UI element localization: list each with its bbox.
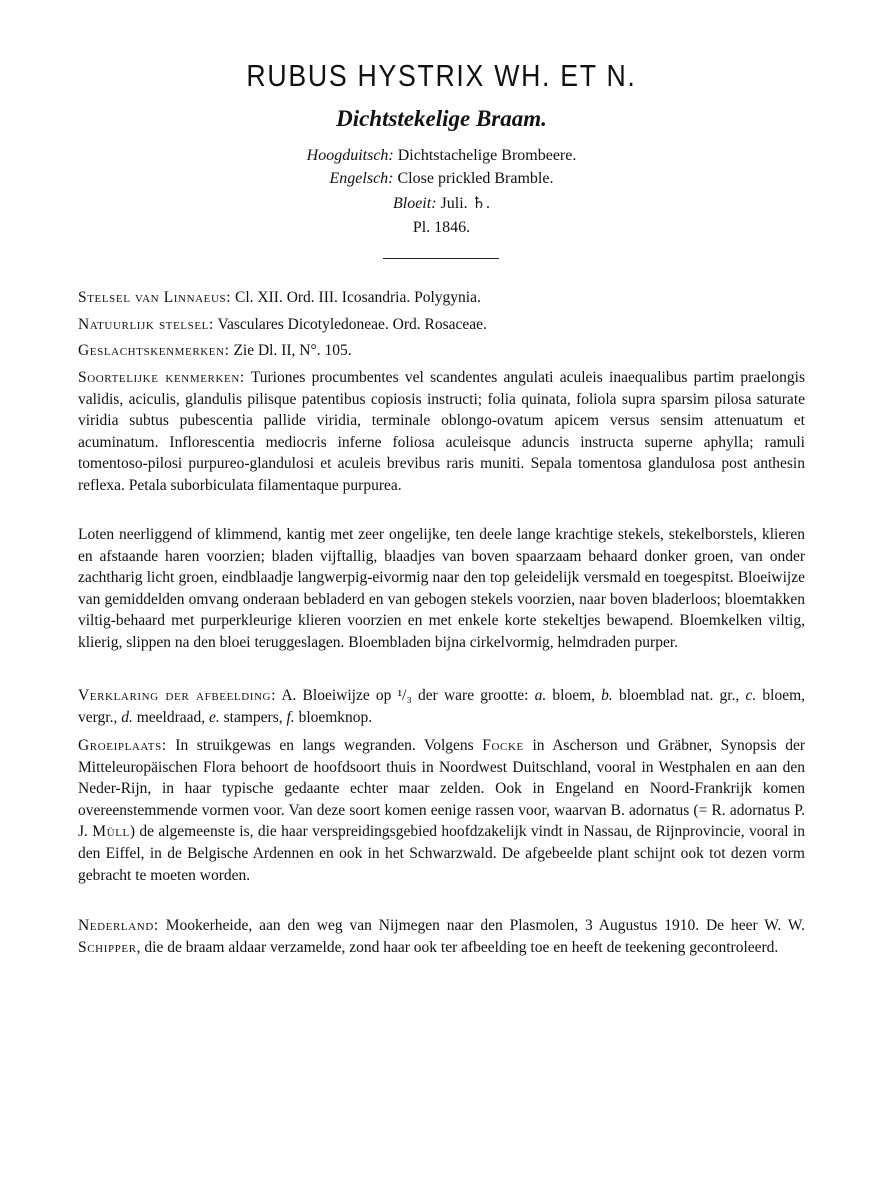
- netherlands-label: Nederland:: [78, 917, 159, 934]
- german-label: Hoogduitsch:: [306, 147, 394, 164]
- english-name: Close prickled Bramble.: [397, 170, 554, 187]
- habitat-text-1: In struikgewas en langs wegranden. Volgens: [175, 737, 474, 754]
- genus-section: [78, 340, 805, 362]
- natural-text: Vasculares Dicotyledoneae. Ord. Rosaceae.: [217, 316, 487, 333]
- explanation-d-text: meeldraad,: [136, 708, 206, 726]
- bloom-line: [0, 193, 883, 213]
- natural-system-section: [78, 314, 805, 336]
- explanation-a-text: bloem,: [552, 687, 596, 704]
- explanation-label: Verklaring der afbeelding:: [78, 687, 277, 704]
- explanation-e-letter: e.: [209, 708, 220, 726]
- habitat-text-2: in Ascherson und Gräbner, Synopsis der Mitteleuropäischen Flora behoort de hoofdsoort thuis in Noordwest Duitschland, vooral in Westphalen en aan den Neder-Rijn, in haar typische gedaante echter maar zelden. Ook in Engeland en Noord-Frankrijk komen overeenstemmende vormen voor. Van deze soort komen eenige rassen voor, waarvan B. adornatus (= R. adornatus P. J.: [78, 737, 806, 841]
- explanation-f-text: bloemknop.: [298, 708, 373, 726]
- explanation-f-letter: f.: [286, 708, 295, 726]
- page-title: RUBUS HYSTRIX WH. ET N.: [246, 58, 637, 93]
- german-name-line: [0, 147, 883, 165]
- genus-text: Zie Dl. II, N°. 105.: [233, 342, 352, 359]
- english-label: Engelsch:: [329, 170, 394, 187]
- german-name: Dichtstachelige Brombeere.: [397, 147, 577, 164]
- habitat-text-3: ) de algemeenste is, die haar verspreidingsgebied hoofdzakelijk vindt in Nassau, de Rijnprovincie, vooral in den Eiffel, in de Belgische Ardennen en ook in het Schwarzwald. De afgebeelde plant schijnt ook tot dezen vorm gebracht te moeten worden.: [78, 823, 805, 884]
- species-text: Turiones procumbentes vel scandentes angulati aculeis inaequalibus partim praelongis validis, aciculis, glandulis pilisque patentibus copiosis instructi; folia quinata, foliola supra sparsim pilosa saturate viridia subtus pubescentia pallide viridia, terminale oblongo-ovatum apicem versus sensim attenuatum et acuminatum. Inflorescentia mediocris inferne foliosa aculeisque aduncis instructa superne aphylla; ramuli tomentoso-pilosi purpureo-glandulosi et aculeis brevibus raris muniti. Sepala tomentosa glandulosa post anthesin reflexa. Petala suborbiculata filamentaque purpurea.: [78, 369, 805, 494]
- explanation-b-letter: b.: [601, 687, 613, 704]
- habitat-author-1: Focke: [482, 737, 524, 754]
- dutch-description: [78, 524, 805, 654]
- bloom-label: Bloeit:: [392, 195, 437, 212]
- habitat-section: [78, 735, 805, 886]
- explanation-e-text: stampers,: [223, 708, 283, 726]
- linnaeus-text: Cl. XII. Ord. III. Icosandria. Polygynia.: [235, 289, 481, 306]
- habitat-author-2: Müll: [92, 823, 130, 841]
- habitat-label: Groeiplaats:: [78, 737, 167, 754]
- plate-number: Pl. 1846.: [412, 219, 471, 236]
- netherlands-text-1: Mookerheide, aan den weg van Nijmegen naar den Plasmolen, 3 Augustus 1910. De heer W. W.: [165, 917, 806, 934]
- natural-label: Natuurlijk stelsel:: [78, 316, 214, 333]
- genus-label: Geslachtskenmerken:: [78, 342, 230, 359]
- dutch-common-name: Dichtstekelige Braam.: [336, 106, 547, 131]
- species-section: [78, 367, 805, 497]
- explanation-a: A. Bloeiwijze op ¹/₃ der ware grootte:: [281, 687, 529, 704]
- explanation-c-text: bloem, vergr.,: [78, 687, 806, 726]
- linnaeus-label: Stelsel van Linnaeus:: [78, 289, 232, 306]
- netherlands-author: Schipper: [78, 938, 137, 956]
- dutch-description-text: Loten neerliggend of klimmend, kantig met zeer ongelijke, ten deele lange krachtige stekels, stekelborstels, klieren en afstaande haren voorzien; bladen vijftallig, blaadjes van boven spaarzaam behaard donker groen, van onder zachtharig licht groen, eindblaadje langwerpig-eivormig naar den top geleidelijk versmald en toegespitst. Bloeiwijze van gemiddelden omvang onderaan bebladerd en van gebogen stekels voorzien, naar boven bladerloos; bloemtakken viltig-behaard met purperkleurige klieren voorzien en met enkele korte stekeltjes bewapend. Bloemkelken viltig, klierig, slippen na den bloei teruggeslagen. Bloembladen bijna cirkelvormig, helmdraden purper.: [78, 526, 805, 651]
- explanation-d-letter: d.: [121, 708, 133, 726]
- bloom-value: Juli. ♄.: [440, 195, 490, 212]
- divider: [383, 258, 499, 259]
- netherlands-section: [78, 915, 805, 958]
- linnaeus-section: [78, 287, 805, 309]
- explanation-a-letter: a.: [534, 687, 547, 704]
- netherlands-text-2: , die de braam aldaar verzamelde, zond haar ook ter afbeelding toe en heeft de teekening gecontroleerd.: [136, 938, 779, 956]
- explanation-section: [78, 685, 805, 728]
- species-label: Soortelijke kenmerken:: [78, 369, 245, 386]
- english-name-line: [0, 170, 883, 188]
- explanation-b-text: bloemblad nat. gr.,: [618, 687, 740, 704]
- explanation-c-letter: c.: [745, 687, 757, 704]
